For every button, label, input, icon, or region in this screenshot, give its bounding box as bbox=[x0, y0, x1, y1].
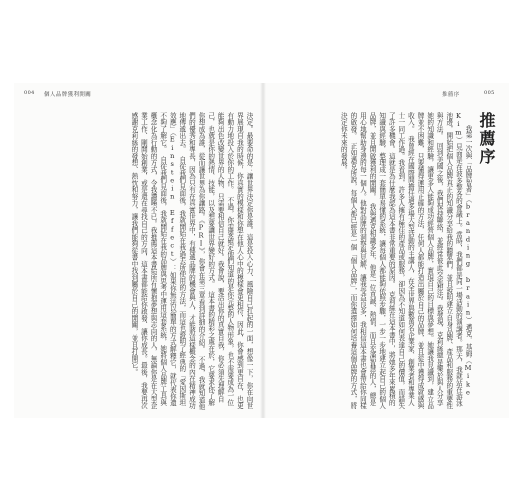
right-body-paragraph: 我第一次與「品牌智者」（branding brain）邁克．基姆（Mike Kim）見面是在波多黎各的會議上。當時，我們都是同一場活動的演講者。那天，我就站在游泳池邊，開始把個人品牌真正的知識分享給我的聽眾們，並且說明建立自身品牌、產品和服務的重要性與方法。 回到美國之後，我們保持聯絡，並經常彼此交流想法。我發現，克莉絲總是樂於與人分享她的知識和經驗，讓更多人能夠成功經營個人品牌，實現自己的目標與夢想。她讓我見識到，建立品牌並不困難，只要懂得運用正確的方法，任何人都能打造出屬於自己的品牌，並且從中獲得成就感與收入。 我曾經在國際間擔任過多場大型活動的主講人，在全世界與數萬名企業家、創業者和專業人士一同工作過。我看到，許多人擁有極佳的產品或服務，卻因為不知道如何表達自己的價值，而錯失了許多機會。這就是為什麼我認為這本書非常重要的原因。 克莉絲在這本書中，將她多年來累積的知識與經驗，整理成一套簡單易懂的系統，讓每個人都能夠依照步驟，一步一步地建立起自己的個人品牌，並且開啟獲利的開關。 我與邁克相識多年，他是一位真誠、熱情，而且充滿智慧的人，總是用心地幫助身邊的每一個人。他對品牌的洞察與見解，讓我受益良多，我相信這本書也會帶給你同樣的啟發。 正如邁克所說，每個人都已經是一個「個人品牌」，而你選擇如何培養這個品牌的方式，將決定你未來的發展。 bbox=[339, 112, 472, 410]
right-running-title: 推薦序 bbox=[442, 92, 460, 98]
left-running-title: 個人品牌獲利開關 bbox=[44, 92, 92, 98]
chapter-heading: 推薦序 bbox=[477, 112, 496, 166]
left-page-number: 004 bbox=[24, 90, 35, 96]
left-body-text bbox=[24, 112, 253, 412]
right-page-number: 005 bbox=[484, 90, 495, 96]
left-body-paragraph: 決定。最要命的是：讓世界決定你是誰。這是投入心力、風險自己扛起的一面，想像一下，你在向世界展現自我的時候，你真實的模樣和你想在他人心中的模樣會更相符，因此，你會感到更自在，也更有動力地投入於你的工作。 不過，你需要確定他們知道的是你完整的人物形象，也不需要成為一位能夠出色改變世界的人物，只需要相信自己就好。我會說，要活出你的真實自我，你必須先理解自己，也就是你的熱情、技能，以及想要讓世界變好的方式。 這本書的精彩之處在於，它要求你了解你想成為誰，從而讓世界為你讓路。《PRI》，你會在第三章看到詳細的介紹。 不過，我就知道他們的優秀和專長，因為只有在真實世界中，有傳遞品牌的機會與人，才能將這樣概念的內在精神成功地傳遞出去。 自從我們見面後，我就開始在我過去所使用的方法，而這也證明了經典的「愛因斯坦效應」（Einstein Effect）：如果你無法以簡單的方式解釋它，就代表你還不夠了解它。 自從我們見面後，我就開始在我的品牌與思考中運用這套系統，她將個人品牌工具與概念化為行動的方式，令我讚嘆不已。我推薦這本書給所有懷抱夢想與志向的人，無論你是在大型企業工作、剛開始創業，或是還在尋找自己的方向，這本書都能給你啟發、讓你成長。最後，我要再次感謝克莉絲的發想、熱忱和努力，讓我們能夠從書中找到屬於自己的開關，並且打開它。 bbox=[129, 112, 253, 411]
right-body-text bbox=[270, 112, 472, 412]
book-gutter bbox=[260, 83, 266, 418]
